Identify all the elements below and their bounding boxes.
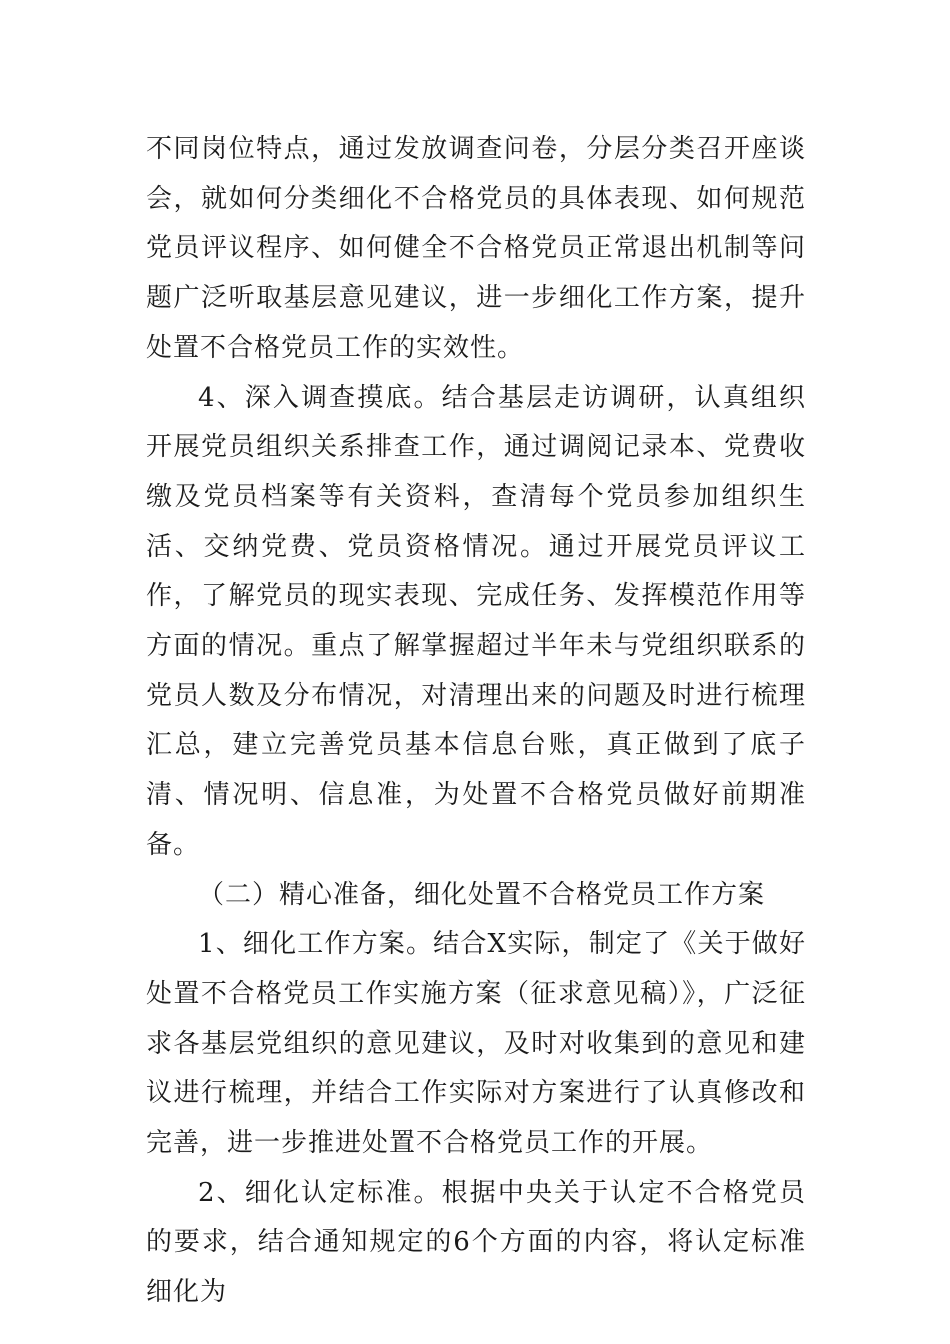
section-heading-2: （二）精心准备，细化处置不合格党员工作方案 [198,879,766,910]
paragraph-continuation: 不同岗位特点，通过发放调查问卷，分层分类召开座谈会，就如何分类细化不合格党员的具体表现、如何规范党员评议程序、如何健全不合格党员正常退出机制等问题广泛听取基层意见建议，进一步细化工作方案，提升处置不合格党员工作的实效性。 [146,134,806,363]
paragraph-item-4-survey: 4、深入调查摸底。结合基层走访调研，认真组织开展党员组织关系排查工作，通过调阅记录本、党费收缴及党员档案等有关资料，查清每个党员参加组织生活、交纳党费、党员资格情况。通过开展党员评议工作，了解党员的现实表现、完成任务、发挥模范作用等方面的情况。重点了解掌握超过半年未与党组织联系的党员人数及分布情况，对清理出来的问题及时进行梳理汇总，建立完善党员基本信息台账，真正做到了底子清、情况明、信息准，为处置不合格党员做好前期准备。 [146,382,806,860]
paragraph-item-2-criteria: 2、细化认定标准。根据中央关于认定不合格党员的要求，结合通知规定的6个方面的内容，将认定标准细化为 [146,1177,806,1308]
paragraph-item-1-work-plan: 1、细化工作方案。结合X实际，制定了《关于做好处置不合格党员工作实施方案（征求意见稿）》，广泛征求各基层党组织的意见建议，及时对收集到的意见和建议进行梳理，并结合工作实际对方案进行了认真修改和完善，进一步推进处置不合格党员工作的开展。 [146,929,806,1159]
document-body [146,125,806,1318]
